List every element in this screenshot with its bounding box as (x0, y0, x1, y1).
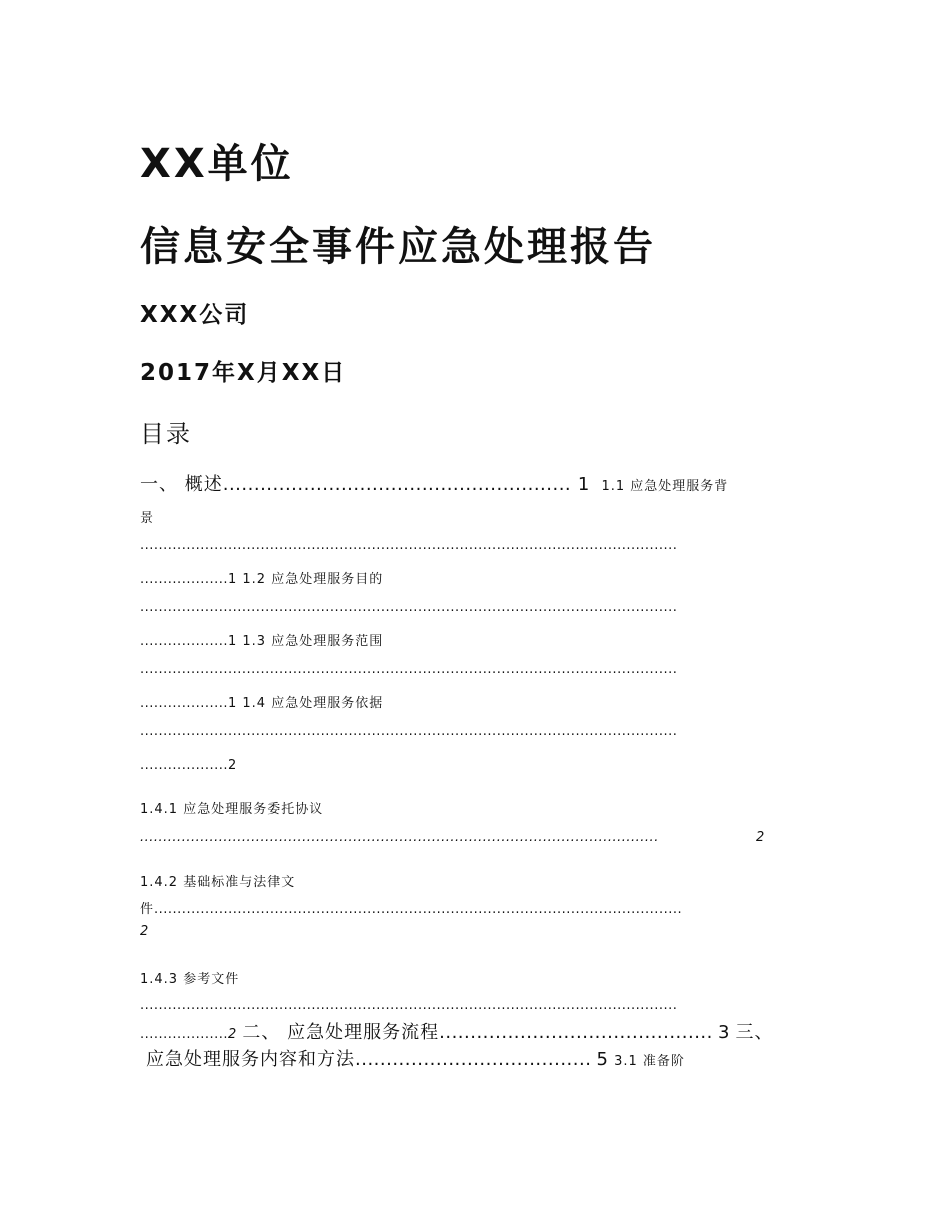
toc-entry-2[interactable] (140, 1018, 774, 1044)
toc-dots-short: ................... (140, 758, 229, 773)
toc-entry-3-page: 5 (596, 1049, 609, 1070)
toc-entry-1-4-3-label[interactable]: 1.4.3 参考文件 (140, 972, 240, 987)
toc-entry-1-4-3-page: 2 (228, 1027, 238, 1042)
report-title-unit: XX单位 (140, 141, 294, 187)
toc-entry-1-4-pagerow[interactable] (140, 754, 237, 773)
toc-heading: 目录 (140, 420, 192, 448)
toc-entry-1-2[interactable] (140, 568, 383, 587)
toc-entry-1-1-cont: 景 (140, 511, 155, 526)
toc-entry-2-label: 二、 应急处理服务流程 (242, 1022, 440, 1043)
toc-dots-short: ................... (140, 634, 229, 649)
toc-entry-1-3-label: 1.3 应急处理服务范围 (242, 634, 384, 649)
toc-entry-1-dots: ........................................................ (222, 474, 572, 495)
toc-entry-1-2-page: 1 (228, 634, 238, 649)
toc-dots-row: .................................................................................................................... (140, 724, 678, 739)
toc-entry-1-3[interactable] (140, 630, 383, 649)
toc-entry-2-page: 3 (717, 1022, 731, 1043)
report-date: 2017年X月XX日 (140, 360, 347, 386)
toc-dots-row: .................................................................................................................... (140, 662, 678, 677)
toc-entry-1[interactable] (140, 470, 728, 496)
toc-dots-row: .................................................................................................................... (140, 600, 678, 615)
toc-entry-1-4-label: 1.4 应急处理服务依据 (242, 696, 384, 711)
toc-entry-3[interactable] (146, 1045, 685, 1071)
toc-entry-1-1-label: 1.1 应急处理服务背 (601, 479, 729, 494)
toc-dots-row: .................................................................................................................... (140, 998, 678, 1013)
toc-dots-short: ................... (140, 572, 229, 587)
report-title-main: 信息安全事件应急处理报告 (140, 224, 656, 270)
toc-entry-1-4-2-page: 2 (140, 924, 150, 939)
toc-entry-1-4-page: 2 (228, 758, 238, 773)
toc-entry-1-4-1-dots: ................................................................................................................ (140, 830, 659, 845)
toc-entry-1-label: 一、 概述 (140, 474, 223, 495)
toc-entry-1-4-2-dots: .................................................................................................................. (154, 902, 683, 917)
toc-dots-row: .................................................................................................................... (140, 538, 678, 553)
toc-entry-1-4-1-page: 2 (756, 830, 766, 845)
toc-entry-2-dots: ............................................ (439, 1022, 713, 1043)
toc-dots-short: ................... (140, 696, 229, 711)
toc-entry-1-4-2-label[interactable]: 1.4.2 基础标准与法律文 (140, 875, 296, 890)
toc-entry-3-dots: ...................................... (355, 1049, 592, 1070)
toc-entry-3-label: 应急处理服务内容和方法 (146, 1049, 355, 1070)
toc-dots-short: ................... (140, 1027, 229, 1042)
company-name: XXX公司 (140, 302, 250, 328)
toc-entry-1-2-label: 1.2 应急处理服务目的 (242, 572, 384, 587)
toc-entry-3-number: 三、 (735, 1022, 774, 1043)
toc-entry-1-1-page: 1 (228, 572, 238, 587)
toc-entry-3-1-label: 3.1 准备阶 (614, 1054, 685, 1069)
toc-entry-1-4-1-label[interactable]: 1.4.1 应急处理服务委托协议 (140, 802, 324, 817)
toc-entry-1-4-1-pagerow[interactable] (140, 826, 765, 845)
toc-entry-1-4-2-cont-text: 件 (140, 902, 155, 917)
toc-entry-1-page: 1 (571, 474, 591, 495)
toc-entry-1-3-page: 1 (228, 696, 238, 711)
toc-entry-1-4[interactable] (140, 692, 383, 711)
toc-entry-1-4-2-cont[interactable] (140, 898, 796, 917)
